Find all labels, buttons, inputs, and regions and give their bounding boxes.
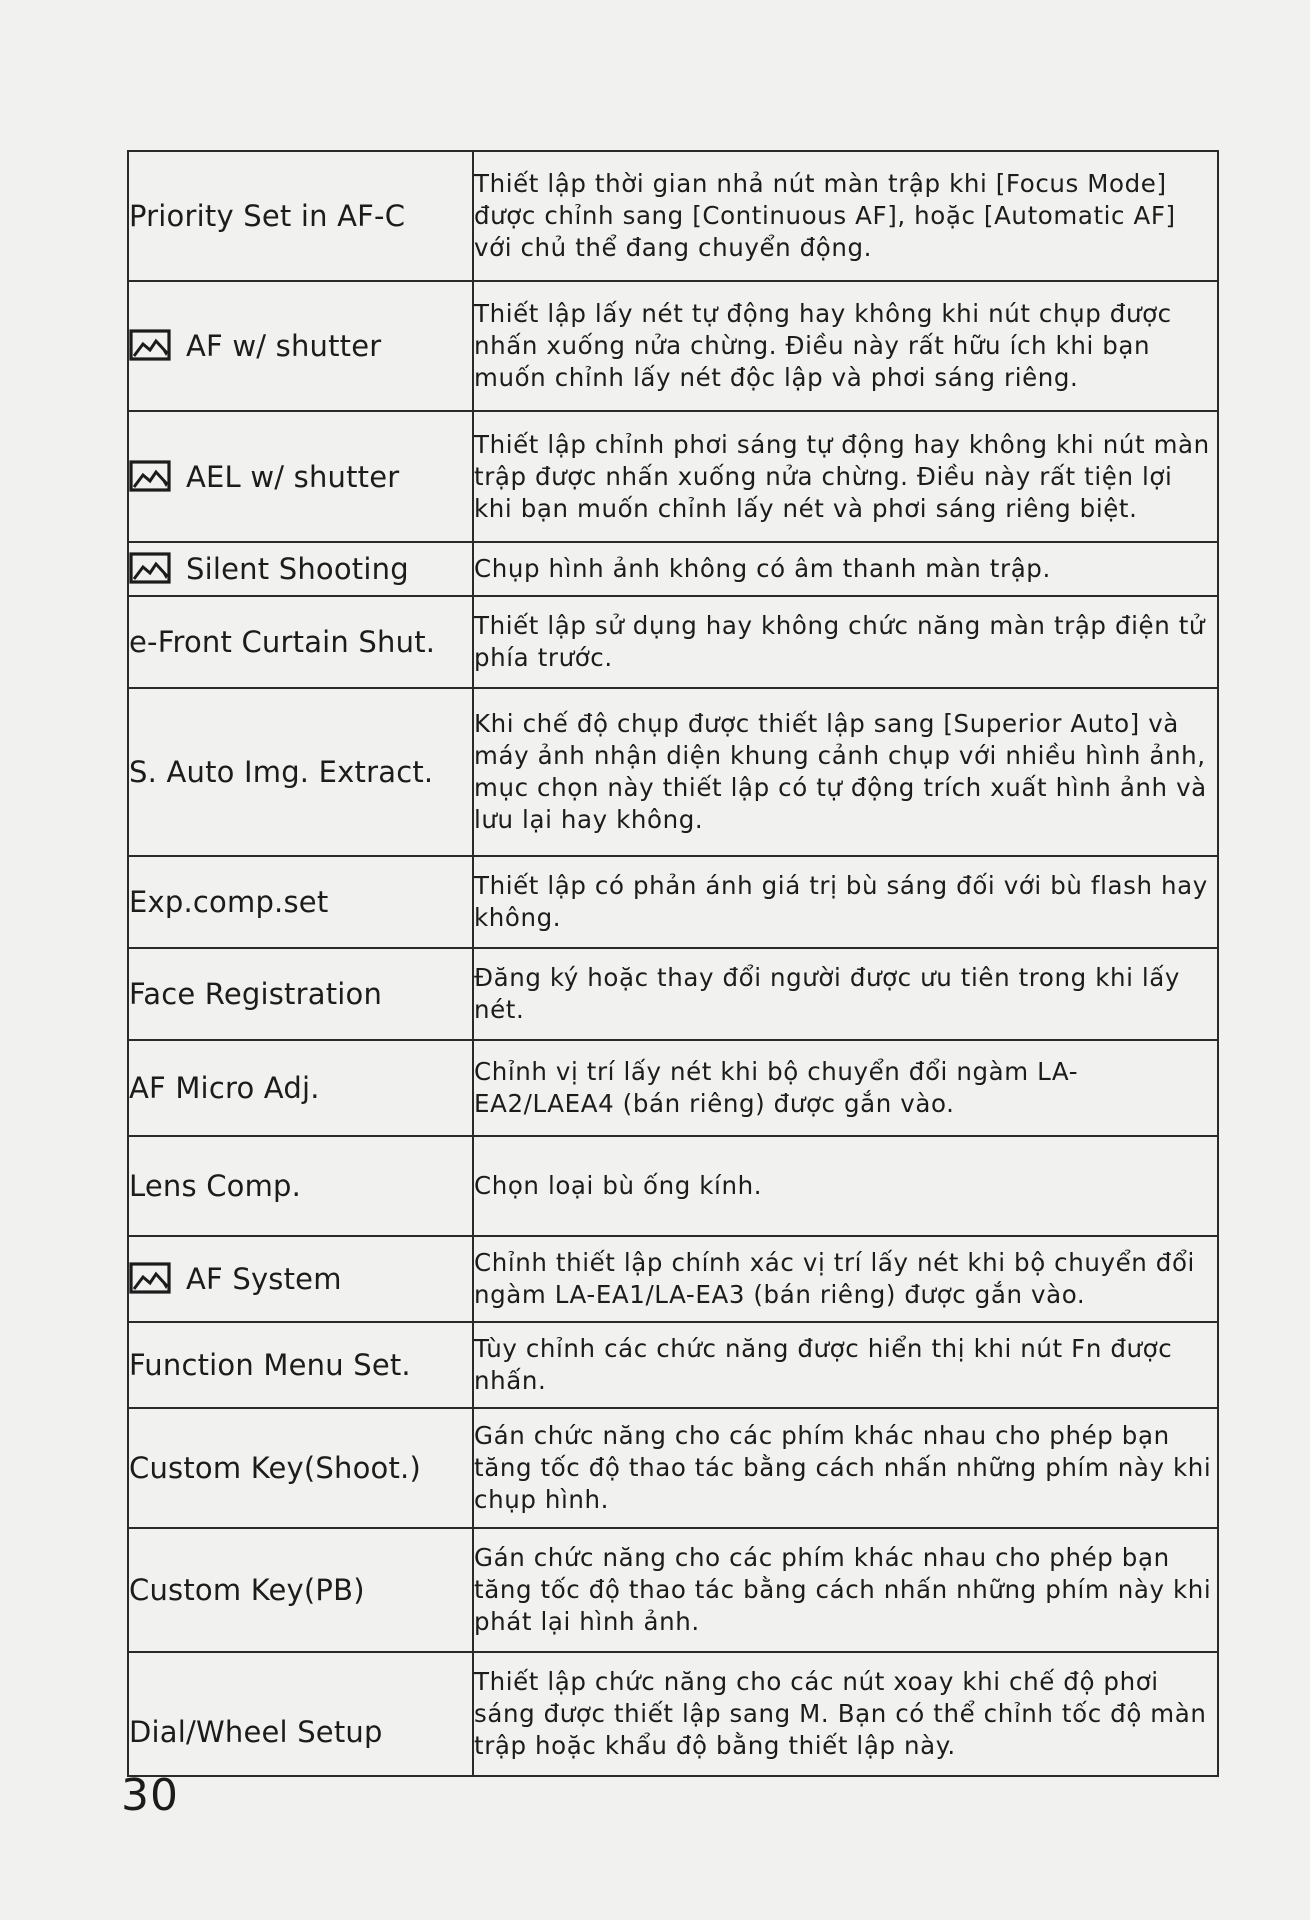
setting-description: Thiết lập có phản ánh giá trị bù sáng đối với bù flash hay không. <box>473 856 1218 948</box>
setting-description: Thiết lập thời gian nhả nút màn trập khi [Focus Mode] được chỉnh sang [Continuous AF], hoặc [Automatic AF] với chủ thể đang chuyển động. <box>473 151 1218 281</box>
table-row <box>128 1236 1218 1322</box>
table-row <box>128 688 1218 856</box>
setting-name: Lens Comp. <box>129 1169 302 1203</box>
setting-name: Custom Key(PB) <box>129 1573 365 1607</box>
table-row <box>128 1652 1218 1776</box>
setting-name-cell <box>128 411 473 542</box>
table-row <box>128 1040 1218 1136</box>
setting-description: Gán chức năng cho các phím khác nhau cho phép bạn tăng tốc độ thao tác bằng cách nhấn những phím này khi chụp hình. <box>473 1408 1218 1528</box>
setting-name-cell <box>128 281 473 411</box>
setting-name: Exp.comp.set <box>129 885 329 919</box>
setting-name-cell <box>128 542 473 596</box>
setting-description: Khi chế độ chụp được thiết lập sang [Superior Auto] và máy ảnh nhận diện khung cảnh chụp với nhiều hình ảnh, mục chọn này thiết lập có tự động trích xuất hình ảnh và lưu lại hay không. <box>473 688 1218 856</box>
setting-name-cell <box>128 596 473 688</box>
setting-description: Chỉnh thiết lập chính xác vị trí lấy nét khi bộ chuyển đổi ngàm LA-EA1/LA-EA3 (bán riêng) được gắn vào. <box>473 1236 1218 1322</box>
setting-name-cell <box>128 1136 473 1236</box>
setting-name: AF w/ shutter <box>186 329 382 363</box>
setting-name: Priority Set in AF-C <box>129 199 406 233</box>
setting-name-cell <box>128 688 473 856</box>
setting-name: Custom Key(Shoot.) <box>129 1451 421 1485</box>
setting-name: Dial/Wheel Setup <box>129 1715 383 1749</box>
still-image-icon <box>129 329 173 363</box>
menu-settings-table <box>127 150 1219 1777</box>
still-image-icon <box>129 460 173 494</box>
still-image-icon <box>129 1262 173 1296</box>
setting-name: AF Micro Adj. <box>129 1071 320 1105</box>
setting-name: AF System <box>186 1262 342 1296</box>
table-row <box>128 948 1218 1040</box>
table-row <box>128 1528 1218 1652</box>
setting-name-cell <box>128 1408 473 1528</box>
still-image-icon <box>129 552 173 586</box>
setting-description: Chỉnh vị trí lấy nét khi bộ chuyển đổi ngàm LA-EA2/LAEA4 (bán riêng) được gắn vào. <box>473 1040 1218 1136</box>
setting-name: Function Menu Set. <box>129 1348 411 1382</box>
table-row <box>128 856 1218 948</box>
table-row <box>128 411 1218 542</box>
setting-name-cell <box>128 151 473 281</box>
setting-name: e-Front Curtain Shut. <box>129 625 436 659</box>
setting-description: Đăng ký hoặc thay đổi người được ưu tiên trong khi lấy nét. <box>473 948 1218 1040</box>
setting-name-cell <box>128 1528 473 1652</box>
setting-name: Silent Shooting <box>186 552 409 586</box>
setting-description: Chọn loại bù ống kính. <box>473 1136 1218 1236</box>
setting-description: Thiết lập chức năng cho các nút xoay khi chế độ phơi sáng được thiết lập sang M. Bạn có thể chỉnh tốc độ màn trập hoặc khẩu độ bằng thiết lập này. <box>473 1652 1218 1776</box>
setting-name-cell <box>128 1652 473 1776</box>
table-row <box>128 151 1218 281</box>
page-number: 30 <box>121 1770 179 1821</box>
setting-name-cell <box>128 856 473 948</box>
setting-name-cell <box>128 1236 473 1322</box>
setting-name: Face Registration <box>129 977 383 1011</box>
setting-name-cell <box>128 1322 473 1408</box>
setting-name-cell <box>128 1040 473 1136</box>
setting-description: Gán chức năng cho các phím khác nhau cho phép bạn tăng tốc độ thao tác bằng cách nhấn những phím này khi phát lại hình ảnh. <box>473 1528 1218 1652</box>
setting-description: Thiết lập chỉnh phơi sáng tự động hay không khi nút màn trập được nhấn xuống nửa chừng. Điều này rất tiện lợi khi bạn muốn chỉnh lấy nét và phơi sáng riêng biệt. <box>473 411 1218 542</box>
setting-name: S. Auto Img. Extract. <box>129 755 434 789</box>
setting-name: AEL w/ shutter <box>186 459 400 494</box>
setting-name-cell <box>128 948 473 1040</box>
setting-description: Thiết lập sử dụng hay không chức năng màn trập điện tử phía trước. <box>473 596 1218 688</box>
table-row <box>128 596 1218 688</box>
table-row <box>128 1322 1218 1408</box>
setting-description: Tùy chỉnh các chức năng được hiển thị khi nút Fn được nhấn. <box>473 1322 1218 1408</box>
table-row <box>128 542 1218 596</box>
table-row <box>128 281 1218 411</box>
table-row <box>128 1408 1218 1528</box>
table-row <box>128 1136 1218 1236</box>
setting-description: Chụp hình ảnh không có âm thanh màn trập. <box>473 542 1218 596</box>
setting-description: Thiết lập lấy nét tự động hay không khi nút chụp được nhấn xuống nửa chừng. Điều này rất hữu ích khi bạn muốn chỉnh lấy nét độc lập và phơi sáng riêng. <box>473 281 1218 411</box>
